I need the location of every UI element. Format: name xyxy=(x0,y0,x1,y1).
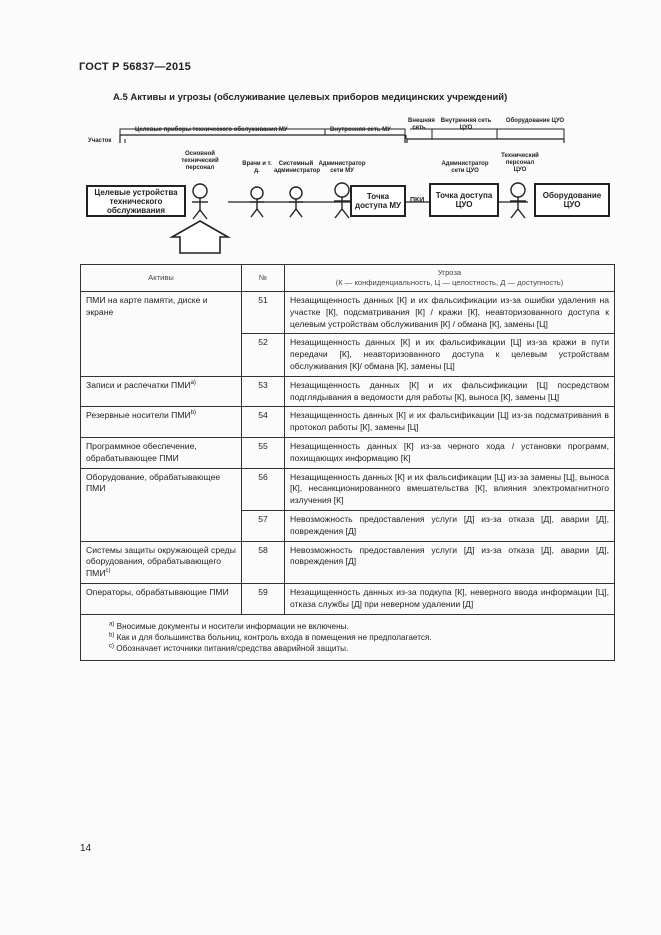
threat-text: Незащищенность данных [К] и их фальсификации [Ц] из-за подсматривания в протокол работы [К], замены [Ц] xyxy=(285,407,615,438)
table-row xyxy=(81,292,615,334)
table-row xyxy=(81,376,615,407)
actor-tso-staff-label: Технический персонал ЦУО xyxy=(501,153,539,173)
note-text: Обозначает источники питания/средства аварийной защиты. xyxy=(116,643,349,653)
asset-cell: ПМИ на карте памяти, диске и экране xyxy=(81,292,242,377)
threat-text: Незащищенность данных [К] из-за черного хода / установки программ, похищающих информацию [К] xyxy=(285,437,615,468)
note-item xyxy=(109,621,606,632)
footnote-marker: a) xyxy=(190,379,196,386)
actor-sysadmin-label: Системный администратор xyxy=(274,161,321,174)
devices-label: Целевые приборы технического обслуживания МУ xyxy=(135,127,288,133)
threat-number: 56 xyxy=(242,468,285,510)
threat-text: Незащищенность данных [К] и их фальсификации из-за ошибки удаления на участке [К], подсматривания [К] / кражи [К], неавторизованного доступа к целевым устройствам обслуживания [К] / обмана [К], замены [Ц] xyxy=(285,292,615,334)
internal-tso-label: Внутренняя сеть ЦУО xyxy=(440,118,492,131)
target-devices-box: Целевые устройства технического обслуживания xyxy=(86,185,186,217)
header-threat xyxy=(285,265,615,292)
threat-text: Невозможность предоставления услуги [Д] из-за отказа [Д], аварии [Д], повреждения [Д] xyxy=(285,541,615,583)
footnote-marker: c) xyxy=(105,568,111,575)
threat-text: Незащищенность данных [К] и их фальсификации [Ц] посредством подглядывания в ведомости для работы [К], выноса [К], замены [Ц] xyxy=(285,376,615,407)
threat-text: Незащищенность данных [К] и их фальсификации [Ц] из-за замены [Ц], выноса [К], несанкционированного вмешательства [К], влияния электромагнитного излучения [К] xyxy=(285,468,615,510)
section-title: А.5 Активы и угрозы (обслуживание целевых приборов медицинских учреждений) xyxy=(113,92,508,103)
pki-label: ПКИ xyxy=(410,197,425,204)
threat-number: 51 xyxy=(242,292,285,334)
threat-text: Незащищенность данных из-за подкупа [К], неверного ввода информации [Ц], отказа службы [Д] при неверном удалении [Д] xyxy=(285,583,615,614)
threat-number: 58 xyxy=(242,541,285,583)
threat-text: Незащищенность данных [К] и их фальсификации [Ц] из-за кражи в пути передачи [К], неавторизованного доступа к целевым устройствам обслуживания [К]/ обмана [К], замены [Ц] xyxy=(285,334,615,376)
actor-tso-admin-label: Администратор сети ЦУО xyxy=(441,161,489,174)
table-row xyxy=(81,583,615,614)
asset-cell: Операторы, обрабатывающие ПМИ xyxy=(81,583,242,614)
area-label: Участок xyxy=(88,138,112,144)
page-number: 14 xyxy=(80,843,92,854)
asset-text: Системы защиты окружающей среды оборудования, обрабатывающего ПМИ xyxy=(86,544,236,579)
threat-number: 54 xyxy=(242,407,285,438)
note-marker: c) xyxy=(109,642,114,649)
note-text: Как и для большинства больниц, контроль входа в помещения не предполагается. xyxy=(116,632,432,642)
asset-cell xyxy=(81,407,242,438)
table-notes xyxy=(81,614,615,660)
threat-number: 55 xyxy=(242,437,285,468)
table-row xyxy=(81,437,615,468)
asset-cell: Оборудование, обрабатывающее ПМИ xyxy=(81,468,242,541)
access-point-tso-box: Точка доступа ЦУО xyxy=(429,183,499,217)
asset-diagram xyxy=(80,113,615,258)
actor-doctors-label: Врачи и т. д. xyxy=(242,161,272,174)
threat-number: 59 xyxy=(242,583,285,614)
note-item xyxy=(109,643,606,654)
table-row xyxy=(81,541,615,583)
document-code: ГОСТ Р 56837—2015 xyxy=(79,61,191,73)
table-notes-row xyxy=(81,614,615,660)
equipment-tso-box: Оборудование ЦУО xyxy=(534,183,610,217)
access-point-mu-box: Точка доступа МУ xyxy=(350,185,406,217)
asset-text: Резервные носители ПМИ xyxy=(86,410,191,421)
note-text: Вносимые документы и носители информации не включены. xyxy=(116,621,349,631)
asset-text: Записи и распечатки ПМИ xyxy=(86,379,191,390)
header-assets: Активы xyxy=(81,265,242,292)
asset-cell xyxy=(81,541,242,583)
table-row xyxy=(81,407,615,438)
header-num: № xyxy=(242,265,285,292)
assets-threats-table xyxy=(80,264,615,661)
threat-text: Невозможность предоставления услуги [Д] из-за отказа [Д], аварии [Д], повреждения [Д] xyxy=(285,510,615,541)
footnote-marker: b) xyxy=(190,410,197,417)
header-threat-legend: (К — конфиденциальность, Ц — целостность, Д — доступность) xyxy=(335,278,564,287)
asset-cell xyxy=(81,376,242,407)
actor-staff-label: Основной технический персонал xyxy=(181,151,219,171)
table-row xyxy=(81,468,615,510)
table-header-row xyxy=(81,265,615,292)
threat-number: 52 xyxy=(242,334,285,376)
header-threat-title: Угроза xyxy=(437,268,462,277)
external-net-label: Внешняя сеть xyxy=(408,118,435,131)
internal-mu-label: Внутренняя сеть МУ xyxy=(330,127,391,133)
threat-number: 57 xyxy=(242,510,285,541)
actor-net-admin-label: Администратор сети МУ xyxy=(318,161,366,174)
equipment-tso-label: Оборудование ЦУО xyxy=(505,118,565,124)
note-marker: a) xyxy=(109,620,115,627)
asset-cell: Программное обеспечение, обрабатывающее ПМИ xyxy=(81,437,242,468)
note-marker: b) xyxy=(109,631,115,638)
note-item xyxy=(109,632,606,643)
threat-number: 53 xyxy=(242,376,285,407)
